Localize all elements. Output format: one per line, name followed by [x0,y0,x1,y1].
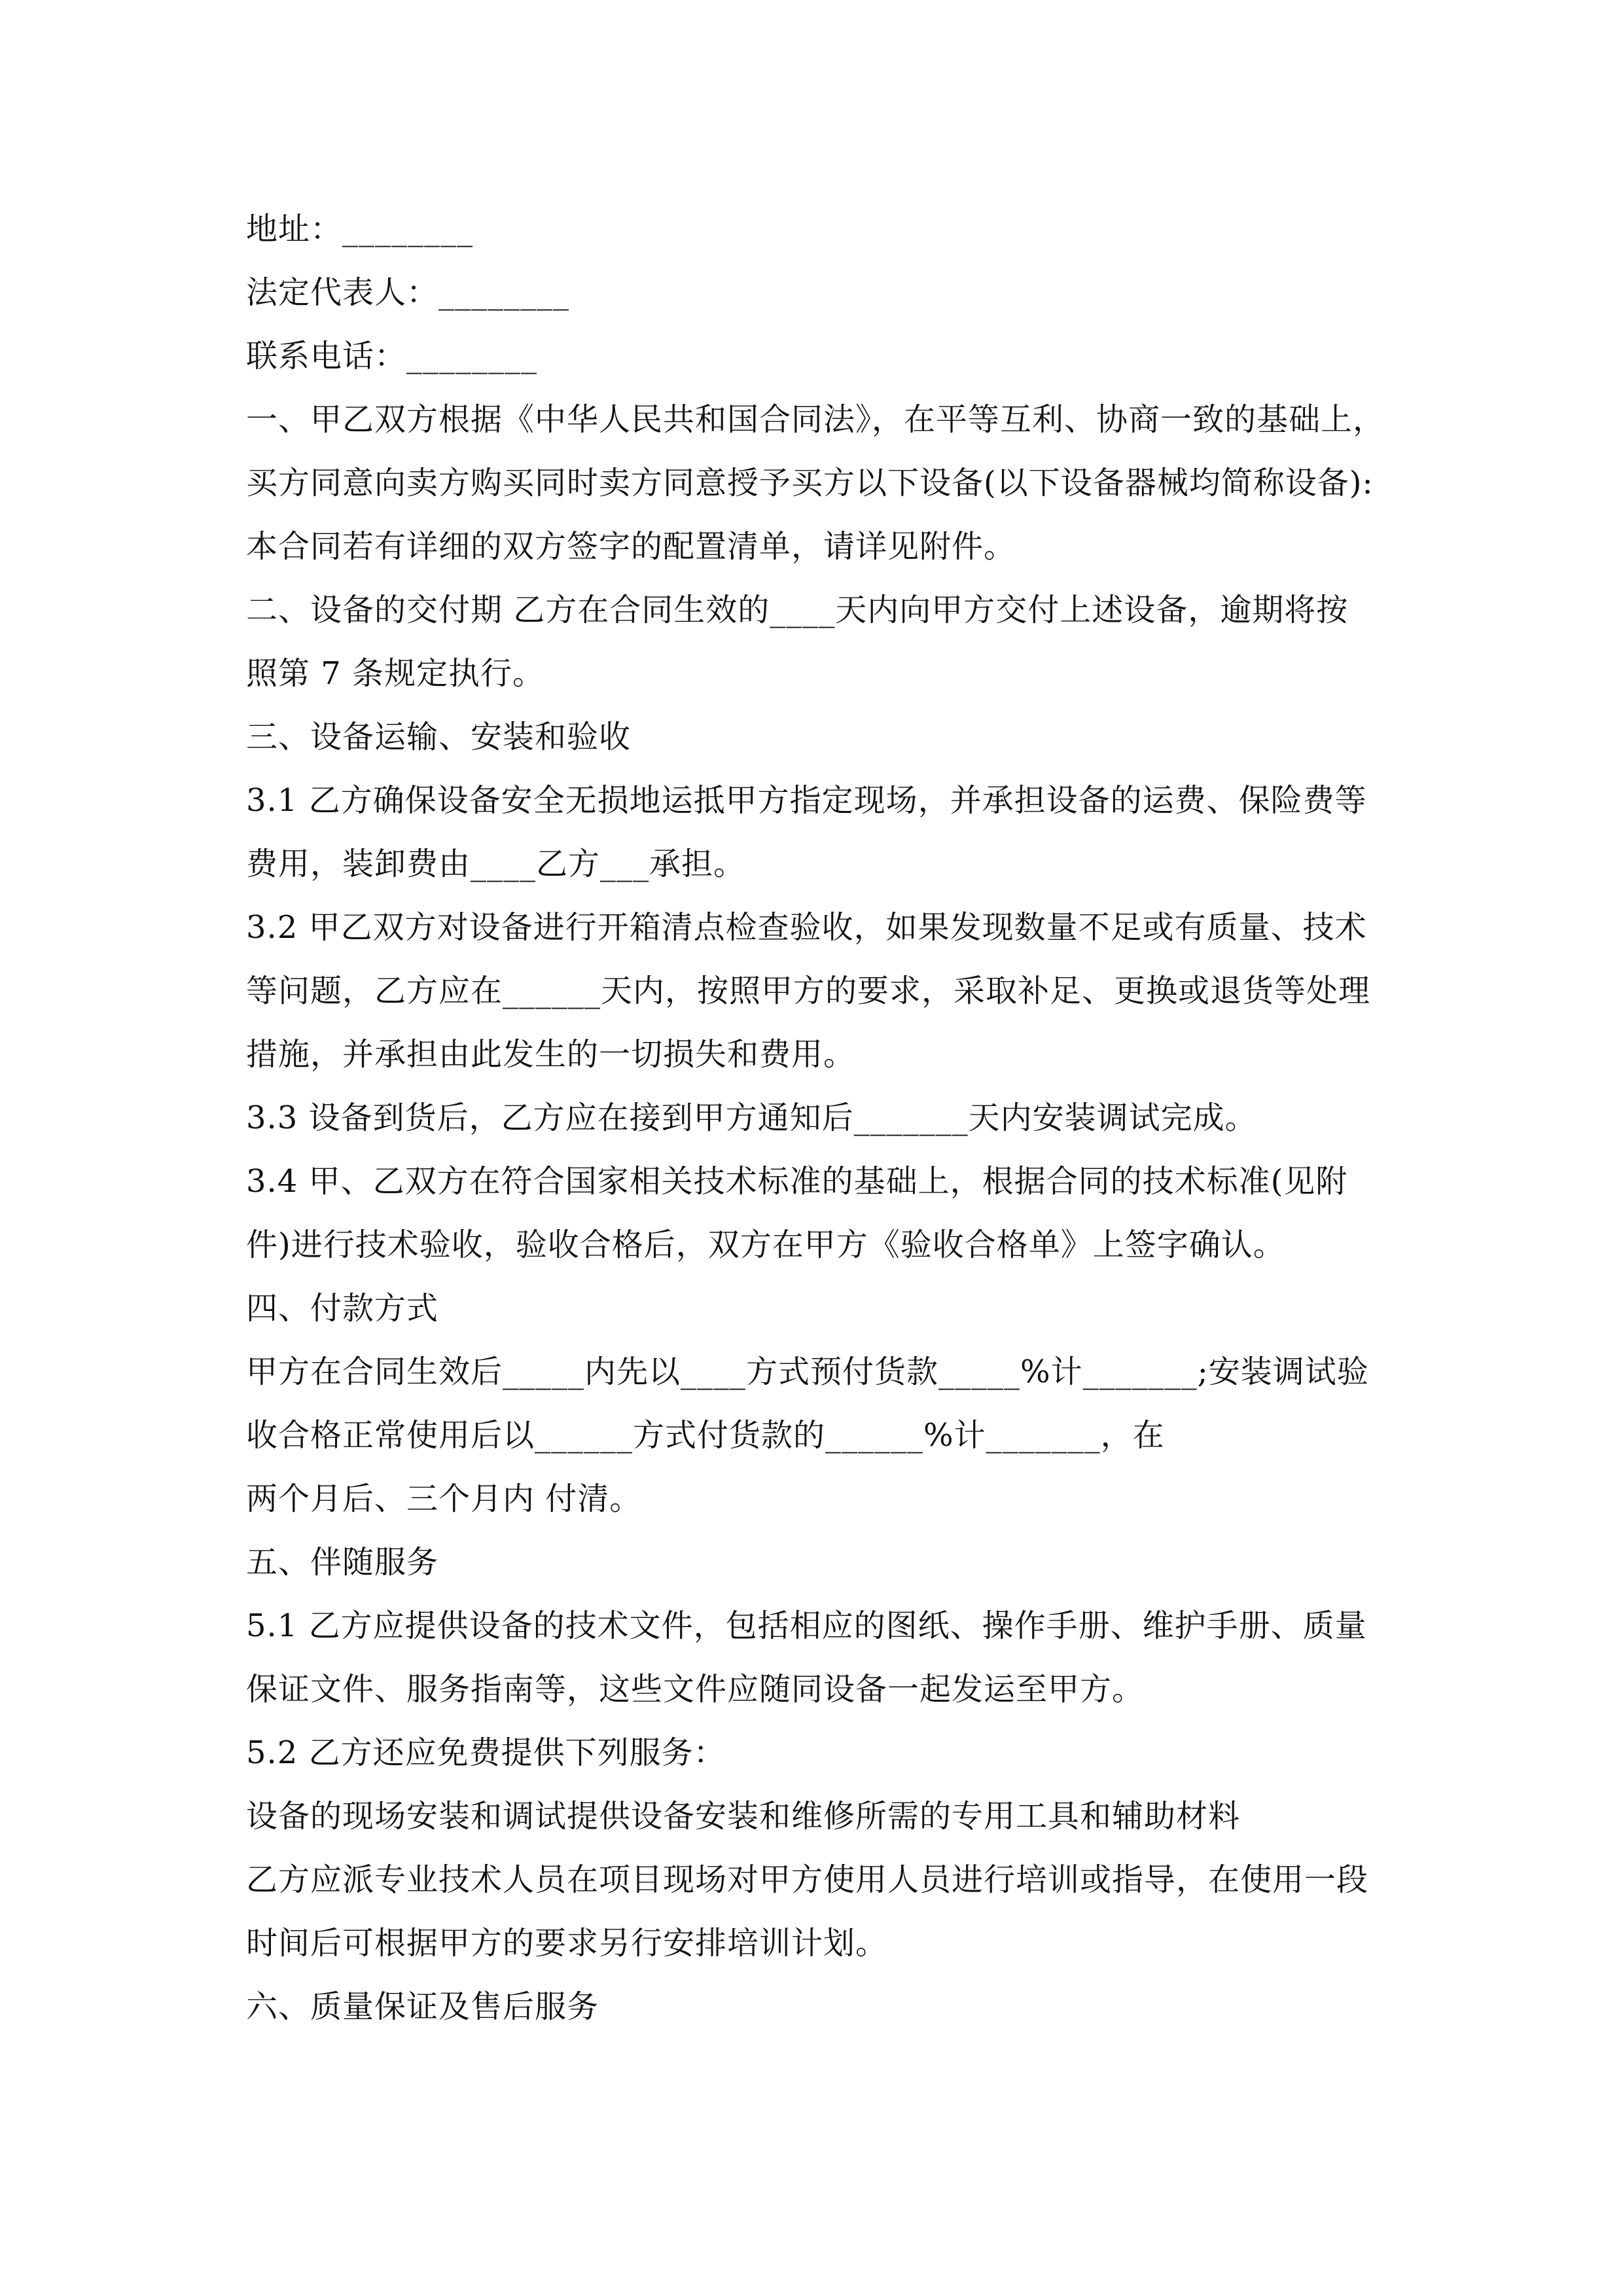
clause-5-2-line-2: 乙方应派专业技术人员在项目现场对甲方使用人员进行培训或指导，在使用一段 [246,1861,1369,1898]
contact-phone-line: 联系电话：________ [246,338,538,374]
clause-1-line-1: 一、甲乙双方根据《中华人民共和国合同法》，在平等互利、协商一致的基础上， [246,401,1385,438]
clause-5-2-line-1: 设备的现场安装和调试提供设备安装和维修所需的专用工具和辅助材料 [246,1798,1241,1835]
clause-3-1-line-2: 费用，装卸费由____乙方___承担。 [246,846,746,882]
address-line: 地址：________ [246,211,474,247]
section-5-heading: 五、伴随服务 [246,1544,439,1581]
clause-1-line-2: 买方同意向卖方购买同时卖方同意授予买方以下设备(以下设备器械均简称设备): [246,465,1374,501]
section-3-heading: 三、设备运输、安装和验收 [246,719,632,755]
clause-1-line-3: 本合同若有详细的双方签字的配置清单，请详见附件。 [246,528,1016,565]
clause-5-1-line-2: 保证文件、服务指南等，这些文件应随同设备一起发运至甲方。 [246,1671,1145,1708]
payment-line-3: 两个月后、三个月内 付清。 [246,1480,642,1517]
payment-line-2: 收合格正常使用后以______方式付货款的______%计_______，在 [246,1417,1165,1454]
section-6-heading: 六、质量保证及售后服务 [246,1988,599,2025]
clause-3-1-line-1: 3.1 乙方确保设备安全无损地运抵甲方指定现场，并承担设备的运费、保险费等 [246,782,1367,819]
clause-3-2-line-2: 等问题，乙方应在______天内，按照甲方的要求，采取补足、更换或退货等处理 [246,973,1371,1009]
payment-line-1: 甲方在合同生效后_____内先以____方式预付货款_____%计_______;安装调试验 [246,1354,1369,1390]
legal-representative-line: 法定代表人：________ [246,274,570,311]
clause-3-4-line-1: 3.4 甲、乙双方在符合国家相关技术标准的基础上，根据合同的技术标准(见附 [246,1163,1348,1200]
clause-3-4-line-2: 件)进行技术验收，验收合格后，双方在甲方《验收合格单》上签字确认。 [246,1227,1285,1263]
clause-2-line-1: 二、设备的交付期 乙方在合同生效的____天内向甲方交付上述设备，逾期将按 [246,592,1349,628]
section-4-heading: 四、付款方式 [246,1290,439,1327]
clause-3-2-line-3: 措施，并承担由此发生的一切损失和费用。 [246,1036,856,1073]
clause-5-2-heading: 5.2 乙方还应免费提供下列服务： [246,1734,726,1771]
clause-2-line-2: 照第 7 条规定执行。 [246,655,545,692]
clause-5-1-line-1: 5.1 乙方应提供设备的技术文件，包括相应的图纸、操作手册、维护手册、质量 [246,1607,1367,1644]
clause-3-2-line-1: 3.2 甲乙双方对设备进行开箱清点检查验收，如果发现数量不足或有质量、技术 [246,909,1367,946]
clause-5-2-line-3: 时间后可根据甲方的要求另行安排培训计划。 [246,1925,888,1962]
clause-3-3-line: 3.3 设备到货后，乙方应在接到甲方通知后_______天内安装调试完成。 [246,1100,1257,1136]
